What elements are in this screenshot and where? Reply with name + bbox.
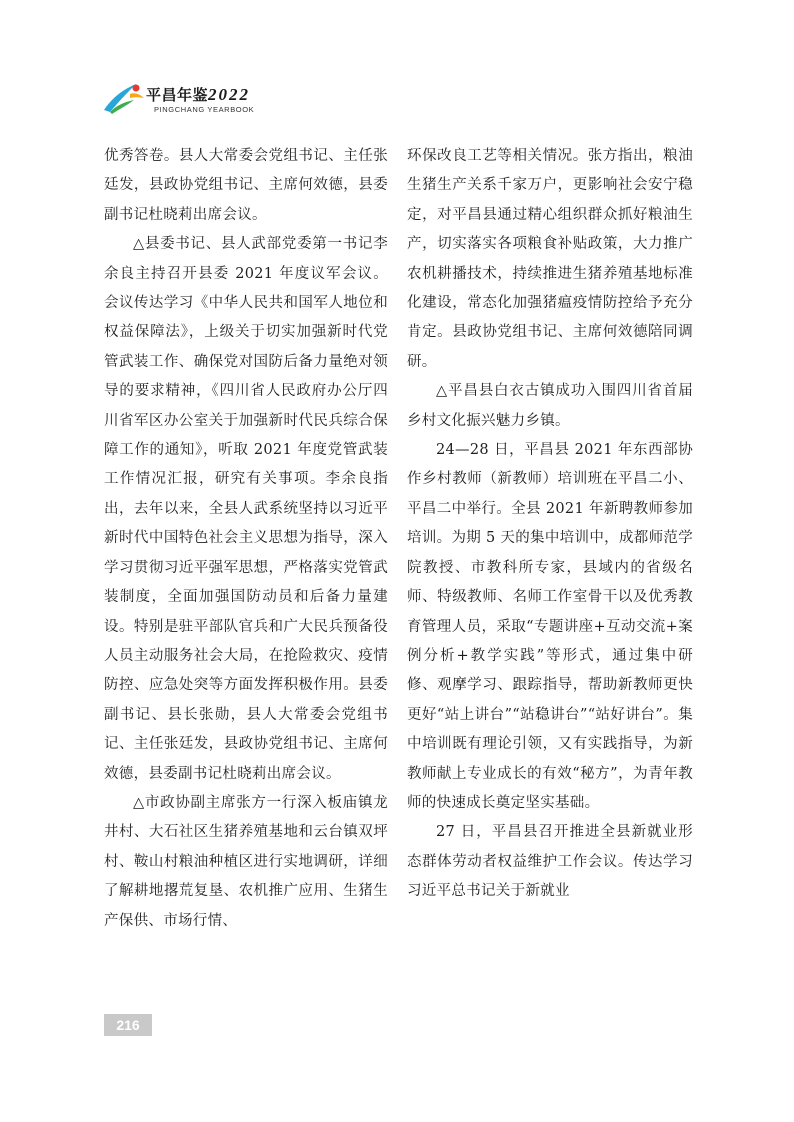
page-number: 216 [104, 1014, 152, 1036]
paragraph: 优秀答卷。县人大常委会党组书记、主任张廷发，县政协党组书记、主席何效德，县委副书记杜晓莉出席会议。 [104, 148, 388, 223]
yearbook-title-cn: 平昌年鉴 [146, 86, 209, 104]
paragraph: 24—28 日，平昌县 2021 年东西部协作乡村教师（新教师）培训班在平昌二小、平昌二中举行。全县 2021 年新聘教师参加培训。为期 5 天的集中培训中，成都师范学院教授、市教科所专家，县域内的省级名师、特级教师、名师工作室骨干以及优秀教育管理人员，采取“专题讲座+互动交流+案例分析+教学实践”等形式，通过集中研修、观摩学习、跟踪指导，帮助新教师更快更好“站上讲台”“站稳讲台”“站好讲台”。集中培训既有理论引领，又有实践指导，为新教师献上专业成长的有效“秘方”，为青年教师的快速成长奠定坚实基础。 [407, 442, 693, 811]
right-column [407, 142, 693, 907]
paragraph: △市政协副主席张方一行深入板庙镇龙井村、大石社区生猪养殖基地和云台镇双坪村、鞍山村粮油种植区进行实地调研，详细了解耕地撂荒复垦、农机推广应用、生猪生产保供、市场行情、 [104, 794, 388, 929]
yearbook-title-year: 2022 [208, 85, 251, 104]
paragraph: △平昌县白衣古镇成功入围四川省首届乡村文化振兴魅力乡镇。 [407, 383, 693, 429]
yearbook-title-en: PINGCHANG YEARBOOK [154, 105, 255, 114]
yearbook-logo-icon [100, 80, 152, 116]
yearbook-title [146, 84, 250, 105]
left-column [104, 142, 388, 936]
page-header [100, 80, 380, 120]
paragraph: 27 日，平昌县召开推进全县新就业形态群体劳动者权益维护工作会议。传达学习习近平总书记关于新就业 [407, 824, 693, 900]
paragraph: 环保改良工艺等相关情况。张方指出，粮油生猪生产关系千家万户，更影响社会安宁稳定，对平昌县通过精心组织群众抓好粮油生产，切实落实各项粮食补贴政策，大力推广农机耕播技术，持续推进生猪养殖基地标准化建设，常态化加强猪瘟疫情防控给予充分肯定。县政协党组书记、主席何效德陪同调研。 [407, 148, 693, 370]
paragraph: △县委书记、县人武部党委第一书记李余良主持召开县委 2021 年度议军会议。会议传达学习《中华人民共和国军人地位和权益保障法》，上级关于切实加强新时代党管武装工作、确保党对国防后备力量绝对领导的要求精神，《四川省人民政府办公厅四川省军区办公室关于加强新时代民兵综合保障工作的通知》，听取 2021 年度党管武装工作情况汇报，研究有关事项。李余良指出，去年以来，全县人武系统坚持以习近平新时代中国特色社会主义思想为指导，深入学习贯彻习近平强军思想，严格落实党管武装制度，全面加强国防动员和后备力量建设。特别是驻平部队官兵和广大民兵预备役人员主动服务社会大局，在抢险救灾、疫情防控、应急处突等方面发挥积极作用。县委副书记、县长张勋，县人大常委会党组书记、主任张廷发，县政协党组书记、主席何效德，县委副书记杜晓莉出席会议。 [104, 236, 388, 782]
